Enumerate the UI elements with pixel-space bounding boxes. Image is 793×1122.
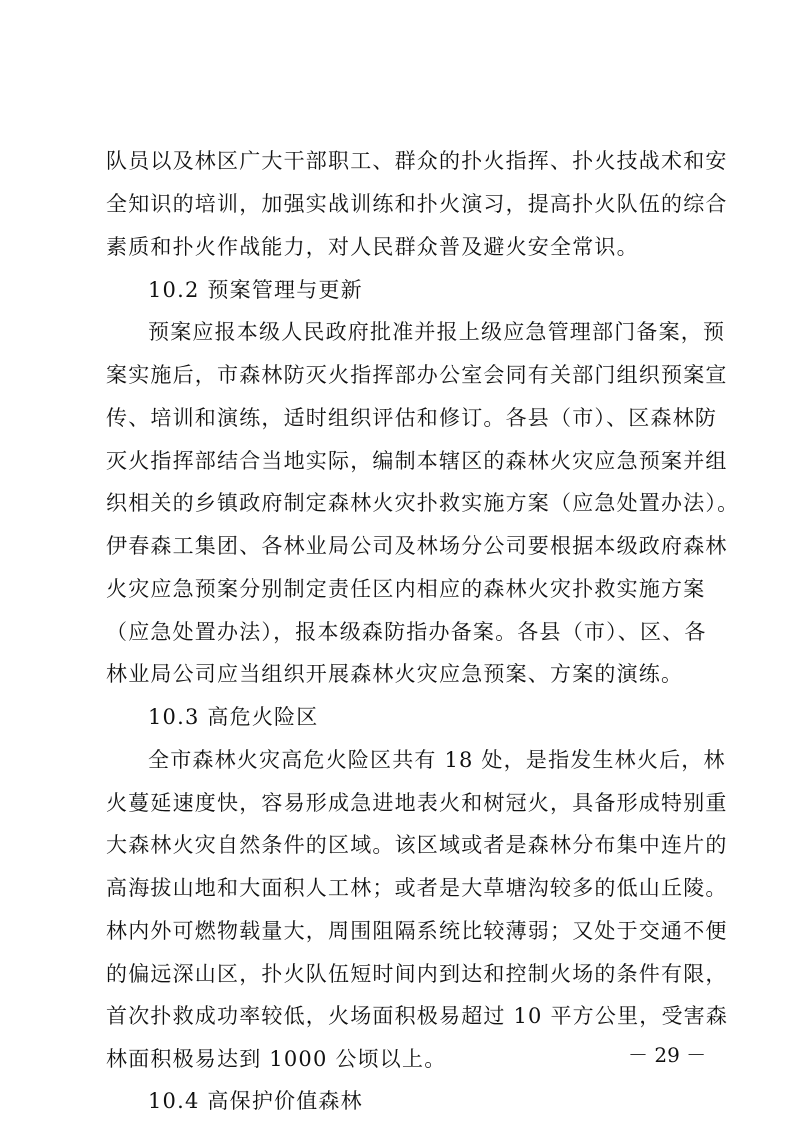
body-text-line: 大森林火灾自然条件的区域。该区域或者是森林分布集中连片的 [106, 833, 728, 857]
section-heading-10-4: 10.4 高保护价值森林 [148, 1089, 363, 1113]
body-text-line: 全市森林火灾高危火险区共有 18 处，是指发生林火后，林 [148, 748, 726, 772]
body-text-line: 传、培训和演练，适时组织评估和修订。各县（市）、区森林防 [106, 406, 718, 430]
body-text-line: 预案应报本级人民政府批准并报上级应急管理部门备案，预 [148, 320, 726, 344]
body-text-line: 案实施后，市森林防灭火指挥部办公室会同有关部门组织预案宣 [106, 363, 728, 387]
body-text-line: 火灾应急预案分别制定责任区内相应的森林火灾扑救实施方案 [106, 577, 706, 601]
body-text-line: 队员以及林区广大干部职工、群众的扑火指挥、扑火技战术和安 [106, 149, 728, 173]
body-text-line: （应急处置办法），报本级森防指办备案。各县（市）、区、各 [106, 620, 707, 644]
body-text-line: 林内外可燃物载量大，周围阻隔系统比较薄弱；又处于交通不便 [106, 919, 728, 943]
body-text-line: 的偏远深山区，扑火队伍短时间内到达和控制火场的条件有限， [106, 962, 728, 986]
body-text-line: 首次扑救成功率较低，火场面积极易超过 10 平方公里，受害森 [106, 1004, 729, 1028]
section-heading-10-2: 10.2 预案管理与更新 [148, 278, 363, 302]
body-text-line: 火蔓延速度快，容易形成急进地表火和树冠火，具备形成特别重 [106, 791, 728, 815]
body-text-line: 林面积极易达到 1000 公顷以上。 [106, 1047, 447, 1071]
body-text-line: 素质和扑火作战能力，对人民群众普及避火安全常识。 [106, 235, 639, 259]
body-text-line: 织相关的乡镇政府制定森林火灾扑救实施方案（应急处置办法）。 [106, 491, 740, 515]
body-text-line: 灭火指挥部结合当地实际，编制本辖区的森林火灾应急预案并组 [106, 449, 728, 473]
page-number: － 29 － [628, 1043, 707, 1067]
section-heading-10-3: 10.3 高危火险区 [148, 705, 319, 729]
body-text-line: 林业局公司应当组织开展森林火灾应急预案、方案的演练。 [106, 662, 684, 686]
body-text-line: 伊春森工集团、各林业局公司及林场分公司要根据本级政府森林 [106, 534, 728, 558]
body-text-line: 全知识的培训，加强实战训练和扑火演习，提高扑火队伍的综合 [106, 192, 728, 216]
body-text-line: 高海拔山地和大面积人工林；或者是大草塘沟较多的低山丘陵。 [106, 876, 728, 900]
